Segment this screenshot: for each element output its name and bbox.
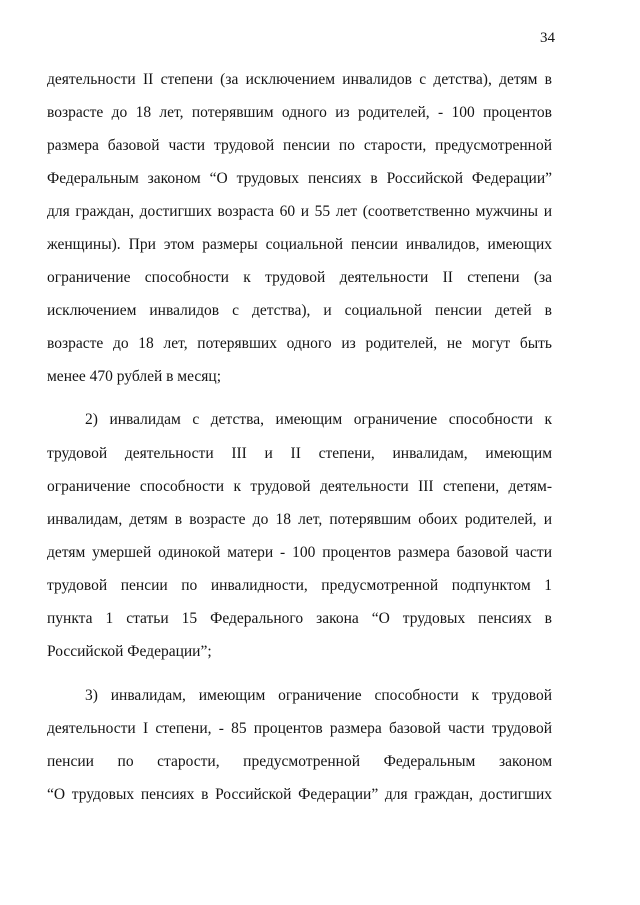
text-line: для граждан, достигших возраста 60 и 55 лет (соответственно мужчины и — [47, 203, 552, 220]
page-number: 34 — [540, 30, 555, 46]
text-line: возрасте до 18 лет, потерявшим одного из родителей, - 100 процентов — [47, 104, 552, 121]
text-line: детям умершей одинокой матери - 100 процентов размера базовой части — [47, 544, 552, 561]
text-line: трудовой пенсии по инвалидности, предусмотренной подпунктом 1 — [47, 577, 552, 594]
text-line: деятельности I степени, - 85 процентов размера базовой части трудовой — [47, 720, 552, 737]
text-line: 3) инвалидам, имеющим ограничение способности к трудовой — [85, 687, 552, 704]
text-line: ограничение способности к трудовой деятельности II степени (за — [47, 269, 552, 286]
text-line: размера базовой части трудовой пенсии по старости, предусмотренной — [47, 137, 552, 154]
text-line: менее 470 рублей в месяц; — [47, 368, 221, 385]
text-line: инвалидам, детям в возрасте до 18 лет, потерявшим обоих родителей, и — [47, 511, 552, 528]
text-line: 2) инвалидам с детства, имеющим ограничение способности к — [85, 411, 552, 428]
text-line: женщины). При этом размеры социальной пенсии инвалидов, имеющих — [47, 236, 552, 253]
text-line: Федеральным законом “О трудовых пенсиях в Российской Федерации” — [47, 170, 552, 187]
text-line: возрасте до 18 лет, потерявших одного из родителей, не могут быть — [47, 335, 552, 352]
text-line: деятельности II степени (за исключением инвалидов с детства), детям в — [47, 71, 552, 88]
text-line: ограничение способности к трудовой деятельности III степени, детям- — [47, 478, 552, 495]
text-line: трудовой деятельности III и II степени, инвалидам, имеющим — [47, 445, 552, 462]
text-line: исключением инвалидов с детства), и социальной пенсии детей в — [47, 302, 552, 319]
text-line: пункта 1 статьи 15 Федерального закона “О трудовых пенсиях в — [47, 610, 552, 627]
text-line: пенсии по старости, предусмотренной Федеральным законом — [47, 753, 552, 770]
text-line: “О трудовых пенсиях в Российской Федерации” для граждан, достигших — [47, 786, 552, 803]
text-line: Российской Федерации”; — [47, 643, 212, 660]
